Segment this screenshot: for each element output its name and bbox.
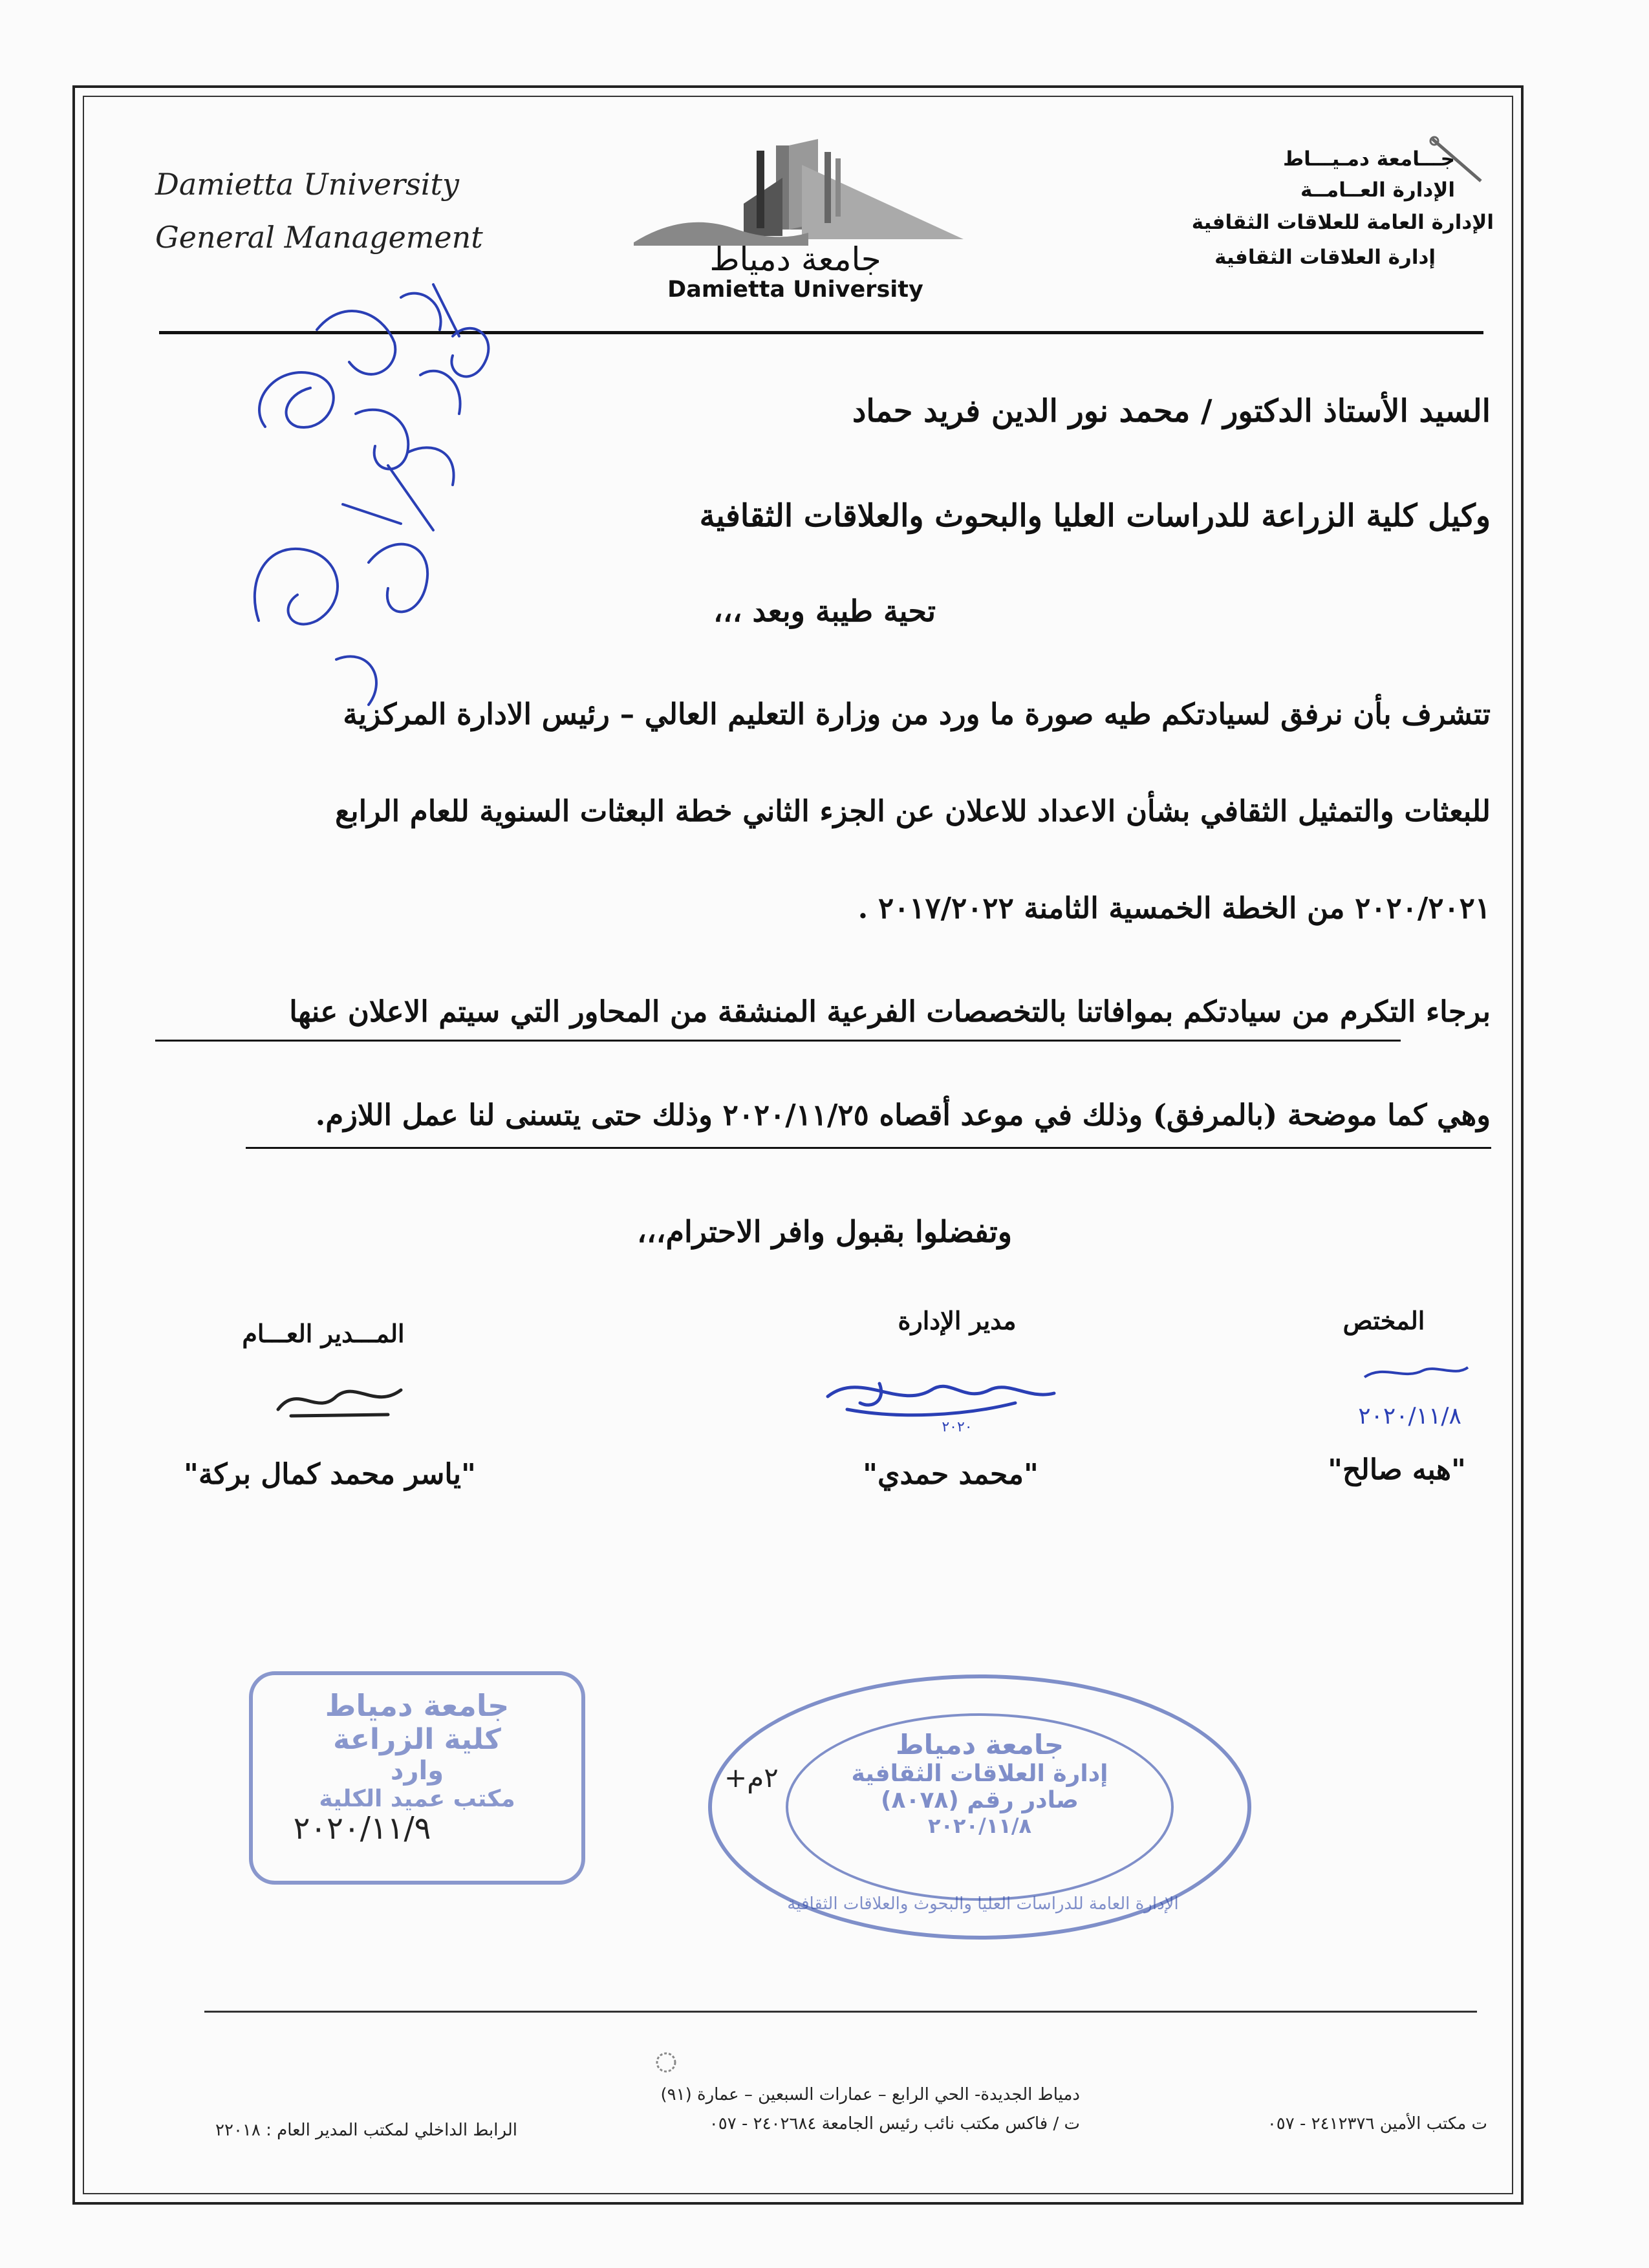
- paper-clip-mark: [1429, 136, 1487, 187]
- stamp-right-line-1: جامعة دمياط: [896, 1729, 1064, 1760]
- stamp-right-date: ٢٠٢٠/١١/٨: [927, 1813, 1032, 1838]
- header-ar-line-3: الإدارة العامة للعلاقات الثقافية: [1191, 211, 1494, 234]
- stamp-left-date: ٢٠٢٠/١١/٩: [293, 1810, 431, 1846]
- signature-specialist-date: ٢٠٢٠/١١/٨: [1358, 1403, 1461, 1429]
- body-line-1: تتشرف بأن نرفق لسيادتكم طيه صورة ما ورد من وزارة التعليم العالي – رئيس الادارة المركزية: [343, 697, 1491, 731]
- addressee: السيد الأستاذ الدكتور / محمد نور الدين فريد حماد: [852, 393, 1491, 429]
- footer-phone: ت مكتب الأمين ٢٤١٢٣٧٦ - ٠٥٧: [1267, 2114, 1487, 2134]
- stamp-left-bottom: مكتب عميد الكلية: [319, 1786, 515, 1812]
- addressee-title: وكيل كلية الزراعة للدراسات العليا والبحوث والعلاقات الثقافية: [699, 498, 1491, 534]
- stamp-left-line-2: كلية الزراعة: [333, 1723, 501, 1756]
- signature-general-manager-mark: [272, 1371, 407, 1422]
- header-ar-line-4: إدارة العلاقات الثقافية: [1214, 246, 1436, 269]
- footer-internal-line: الرابط الداخلي لمكتب المدير العام : ٢٢٠١٨: [215, 2121, 517, 2140]
- body-line-4: برجاء التكرم من سيادتكم بموافاتنا بالتخصصات الفرعية المنشقة من المحاور التي سيتم الاعلان عنها: [289, 994, 1491, 1029]
- signature-name-general-manager: "ياسر محمد كمال بركة": [184, 1458, 476, 1491]
- footer-fax: ت / فاكس مكتب نائب رئيس الجامعة ٢٤٠٢٦٨٤ - ٠٥٧: [709, 2114, 1080, 2134]
- stamp-right-line-3: صادر رقم (٨٠٧٨): [881, 1787, 1079, 1813]
- signature-admin-manager-date: ٢٠٢٠: [942, 1419, 973, 1435]
- body-line-3: ٢٠٢٠/٢٠٢١ من الخطة الخمسية الثامنة ٢٠١٧/٢٠٢٢ .: [857, 891, 1491, 925]
- stamp-right-ring-text: الإدارة العامة للدراسات العليا والبحوث والعلاقات الثقافية: [787, 1894, 1179, 1914]
- footer-divider: [204, 2011, 1477, 2013]
- header-en-management: General Management: [155, 220, 483, 255]
- logo-english-name: Damietta University: [667, 277, 923, 303]
- underline-1: [155, 1040, 1401, 1042]
- stamp-faculty-incoming: [249, 1671, 585, 1885]
- footer-seal-icon: [653, 2049, 679, 2075]
- university-logo: [627, 139, 964, 249]
- stamp-left-line-1: جامعة دمياط: [325, 1688, 510, 1723]
- signature-title-admin-manager: مدير الإدارة: [898, 1306, 1017, 1335]
- stamp-left-line-3: وارد: [390, 1756, 444, 1786]
- signature-title-general-manager: المـــدير العـــام: [242, 1319, 405, 1348]
- greeting: تحية طيبة وبعد ،،،: [713, 594, 936, 628]
- signature-specialist-mark: [1358, 1351, 1474, 1390]
- signature-name-admin-manager: "محمد حمدي": [863, 1458, 1039, 1491]
- footer-address: دمياط الجديدة- الحي الرابع – عمارات السبعين – عمارة (٩١): [660, 2085, 1080, 2104]
- closing: وتفضلوا بقبول وافر الاحترام،،،: [636, 1214, 1012, 1249]
- body-line-2: للبعثات والتمثيل الثقافي بشأن الاعداد للاعلان عن الجزء الثاني خطة البعثات السنوية للعام الرابع: [335, 794, 1491, 828]
- header-ar-line-1: جـــامعة دمـيـــاط: [1282, 147, 1455, 171]
- signature-title-specialist: المختص: [1342, 1306, 1425, 1335]
- stamp-right-line-2: إدارة العلاقات الثقافية: [851, 1760, 1108, 1787]
- logo-arabic-name: جامعة دمياط: [709, 241, 881, 278]
- header-ar-line-2: الإدارة العــامــة: [1300, 178, 1455, 202]
- stamp-right-extra: ٢م+: [724, 1762, 779, 1793]
- underline-2: [246, 1147, 1491, 1149]
- header-en-university: Damietta University: [155, 167, 459, 202]
- stamp-cultural-relations-inner: [786, 1713, 1174, 1901]
- body-line-5: وهي كما موضحة (بالمرفق) وذلك في موعد أقصاه ٢٠٢٠/١١/٢٥ وذلك حتى يتسنى لنا عمل اللازم.: [315, 1098, 1491, 1132]
- handwritten-note: [239, 259, 511, 724]
- signature-name-specialist: "هبه صالح": [1328, 1453, 1466, 1486]
